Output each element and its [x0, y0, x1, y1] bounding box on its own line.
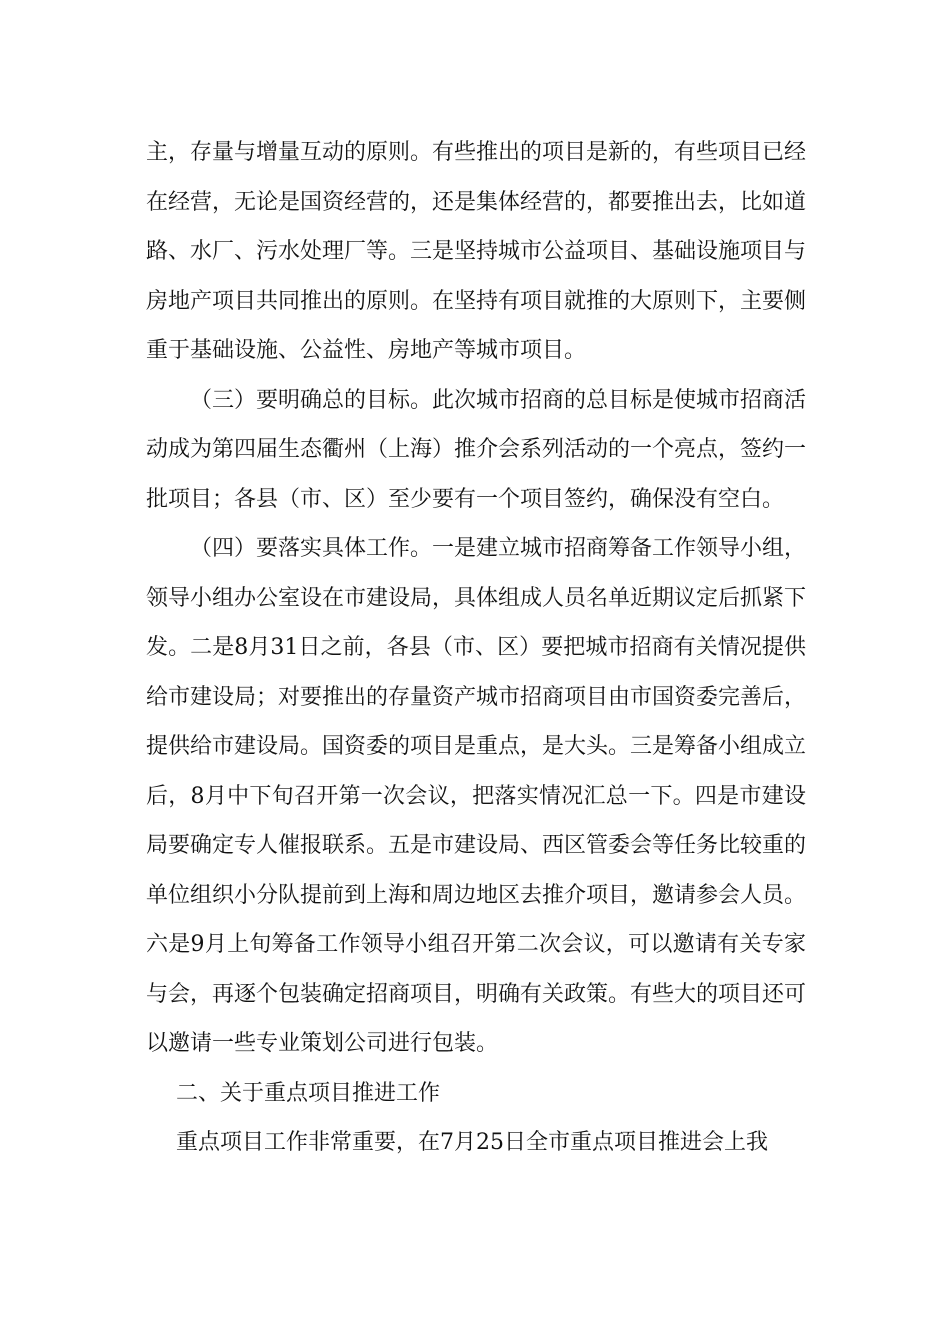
paragraph-principles: 主，存量与增量互动的原则。有些推出的项目是新的，有些项目已经在经营，无论是国资经营的，还是集体经营的，都要推出去，比如道路、水厂、污水处理厂等。三是坚持城市公益项目、基础设施项目与房地产项目共同推出的原则。在坚持有项目就推的大原则下，主要侧重于基础设施、公益性、房地产等城市项目。 — [146, 140, 807, 363]
section-heading: 二、关于重点项目推进工作 — [176, 1080, 441, 1106]
paragraph-tasks: （四）要落实具体工作。一是建立城市招商筹备工作领导小组，领导小组办公室设在市建设局，具体组成人员名单近期议定后抓紧下发。二是8月31日之前，各县（市、区）要把城市招商有关情况提供给市建设局；对要推出的存量资产城市招商项目由市国资委完善后，提供给市建设局。国资委的项目是重点，是大头。三是筹备小组成立后，8月中下旬召开第一次会议，把落实情况汇总一下。四是市建设局要确定专人催报联系。五是市建设局、西区管委会等任务比较重的单位组织小分队提前到上海和周边地区去推介项目，邀请参会人员。六是9月上旬筹备工作领导小组召开第二次会议，可以邀请有关专家与会，再逐个包装确定招商项目，明确有关政策。有些大的项目还可以邀请一些专业策划公司进行包装。 — [146, 536, 807, 1056]
paragraph-key-projects: 重点项目工作非常重要，在7月25日全市重点项目推进会上我 — [176, 1130, 768, 1155]
document-body — [146, 128, 806, 1168]
paragraph-goals: （三）要明确总的目标。此次城市招商的总目标是使城市招商活动成为第四届生态衢州（上海）推介会系列活动的一个亮点，签约一批项目；各县（市、区）至少要有一个项目签约，确保没有空白。 — [146, 387, 807, 512]
